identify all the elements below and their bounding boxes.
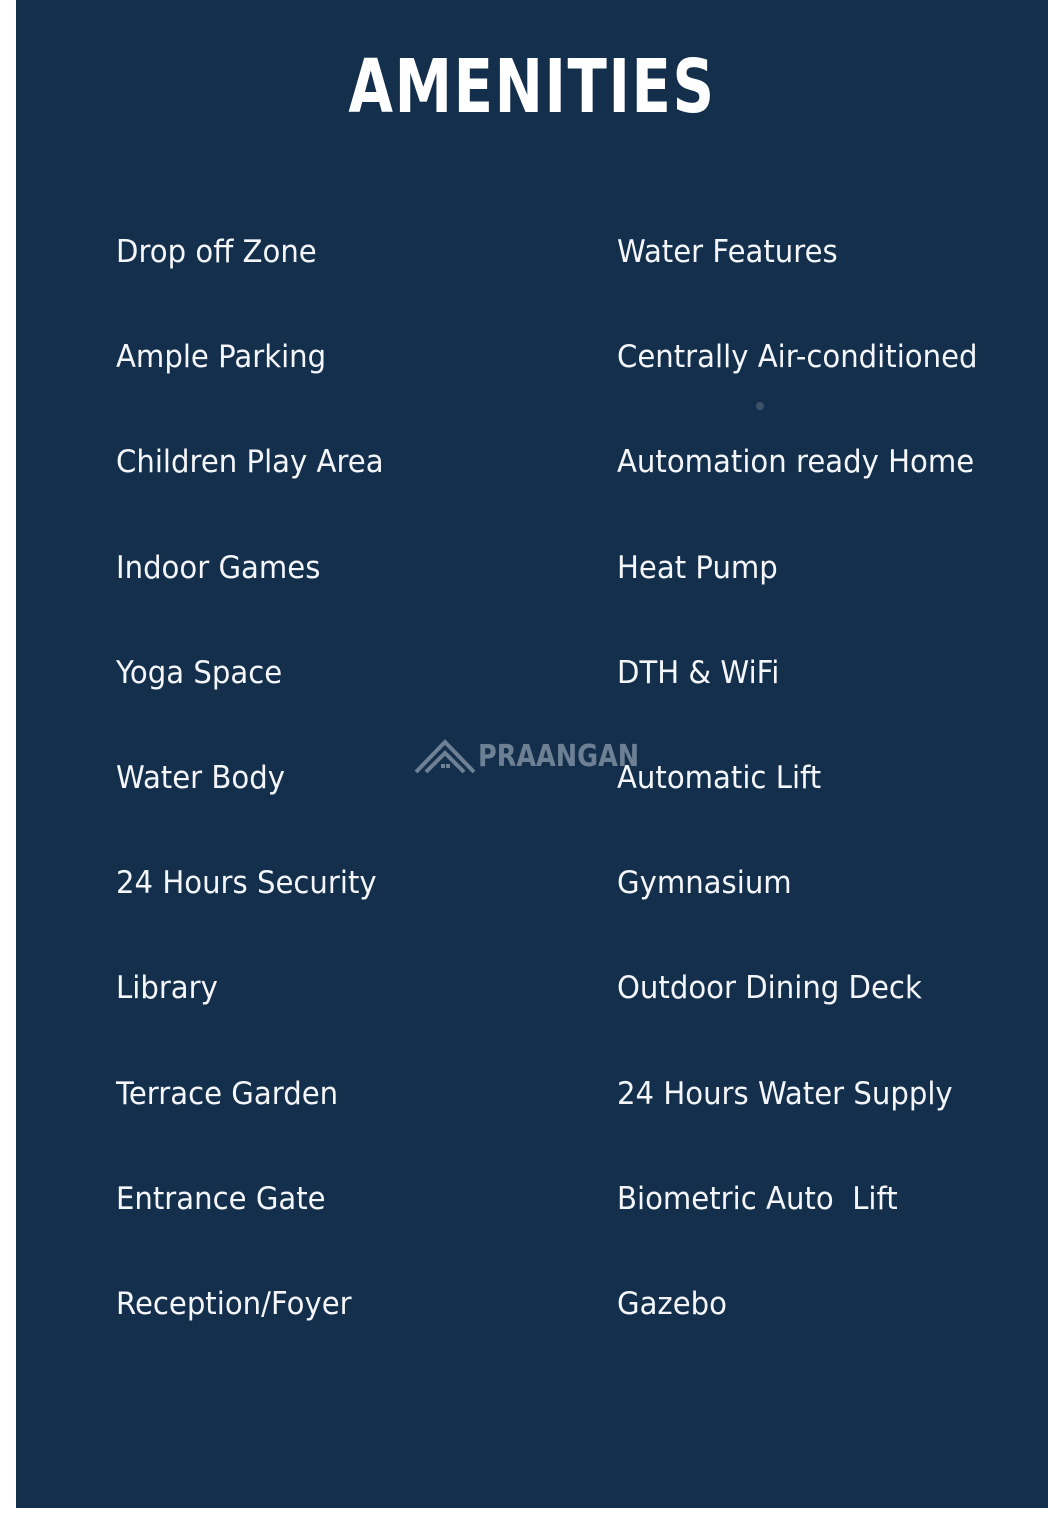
watermark-text: PRAANGAN	[478, 738, 640, 774]
amenity-item: Children Play Area	[116, 444, 384, 481]
amenity-item: Automatic Lift	[617, 759, 822, 796]
amenity-item: Gymnasium	[617, 865, 792, 902]
amenity-item: Water Features	[617, 234, 838, 270]
page-title: AMENITIES	[348, 44, 716, 130]
amenity-item: DTH & WiFi	[617, 654, 780, 691]
amenity-item: Indoor Games	[116, 549, 321, 586]
amenities-list-left	[116, 228, 401, 1385]
amenity-item: Terrace Garden	[116, 1075, 339, 1112]
amenity-item: Heat Pump	[617, 549, 778, 586]
amenity-item: Centrally Air-conditioned	[617, 339, 978, 376]
watermark	[414, 738, 668, 774]
amenity-item: 24 Hours Water Supply	[617, 1075, 953, 1112]
amenity-item: 24 Hours Security	[116, 865, 377, 902]
amenities-panel	[16, 0, 1048, 1508]
amenity-item: Ample Parking	[116, 339, 327, 376]
amenity-item: Entrance Gate	[116, 1180, 326, 1217]
amenity-item: Water Body	[116, 759, 285, 796]
amenity-item: Outdoor Dining Deck	[617, 970, 922, 1007]
amenity-item: Reception/Foyer	[116, 1285, 352, 1322]
stray-dot	[756, 402, 764, 410]
amenity-item: Gazebo	[617, 1285, 727, 1322]
amenity-item: Biometric Auto Lift	[617, 1180, 898, 1217]
amenity-item: Drop off Zone	[116, 234, 317, 270]
amenity-item: Automation ready Home	[617, 444, 975, 481]
house-roof-icon	[414, 738, 476, 774]
amenity-item: Yoga Space	[116, 654, 283, 691]
amenities-list-right	[617, 228, 1001, 1385]
amenity-item: Library	[116, 970, 218, 1007]
